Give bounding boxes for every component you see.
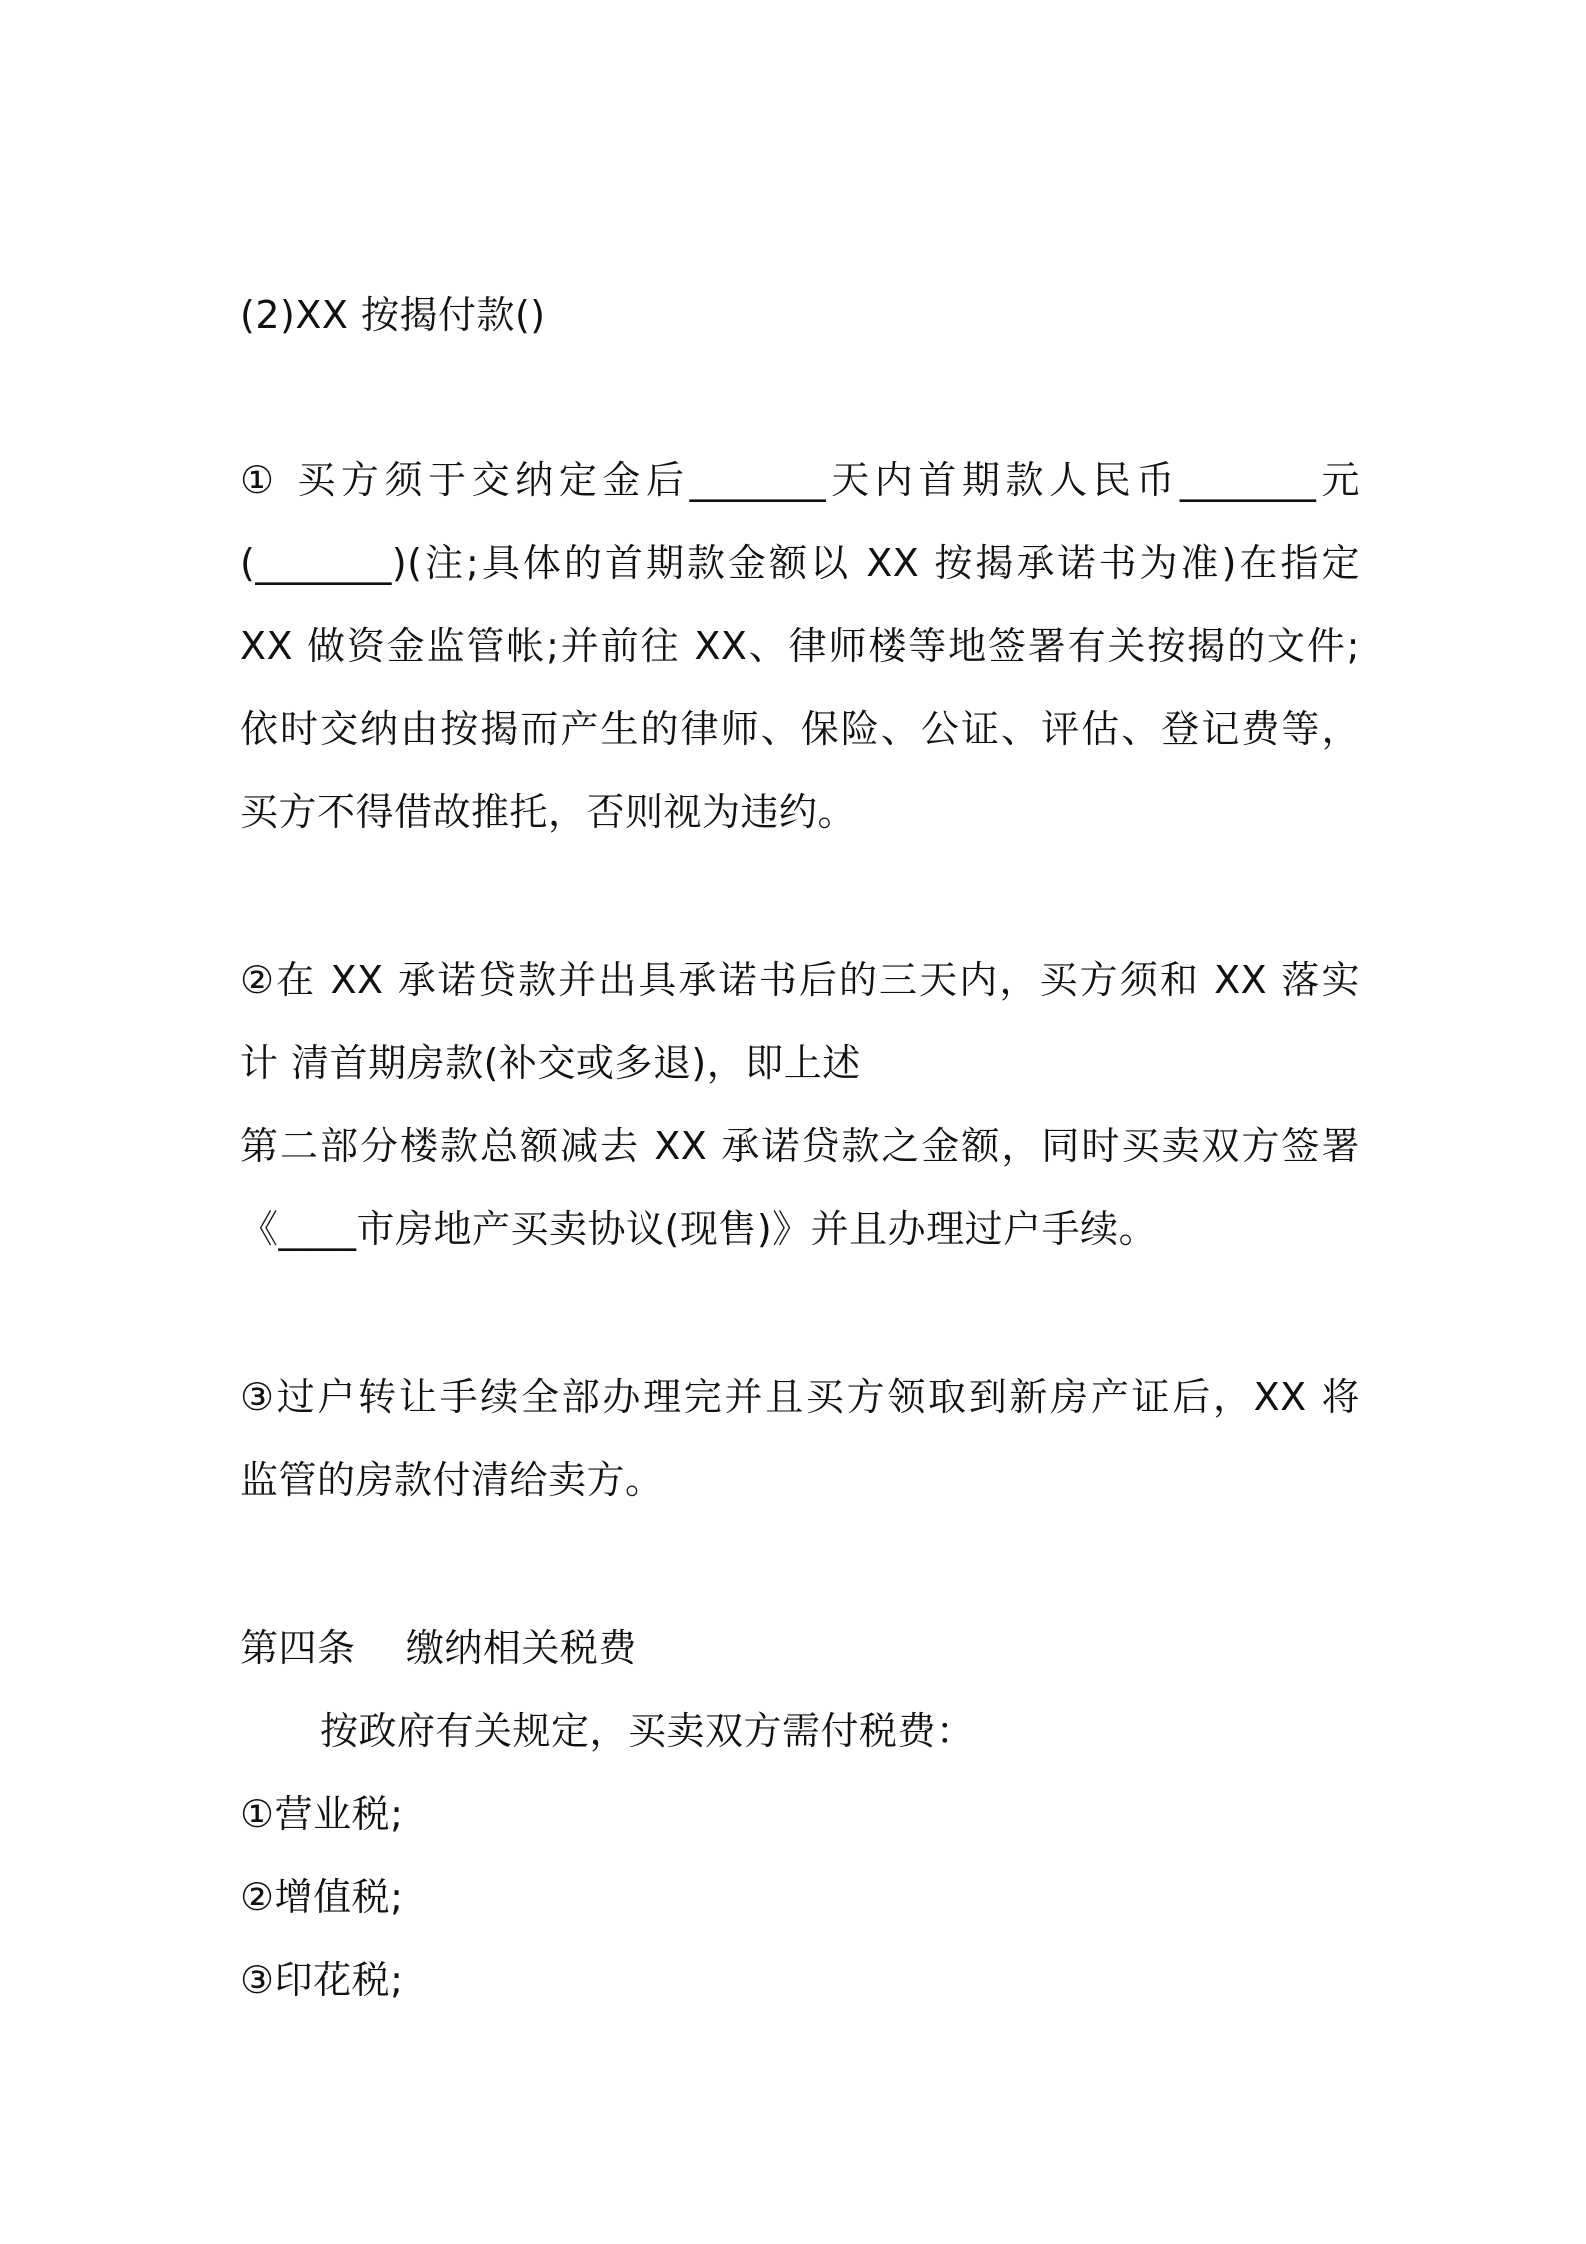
paragraph-line: ③过户转让手续全部办理完并且买方领取到新房产证后，XX 将 [240,1375,1360,1419]
paragraph-line: ① 买方须于交纳定金后_______天内首期款人民币_______元 [240,458,1360,502]
paragraph-line: XX 做资金监管帐;并前往 XX、律师楼等地签署有关按揭的文件; [240,624,1360,668]
paragraph-line: (_______)(注;具体的首期款金额以 XX 按揭承诺书为准)在指定 [240,541,1360,585]
tax-list-item: ①营业税; [240,1792,404,1836]
article-title: 第四条 缴纳相关税费 [240,1626,637,1670]
paragraph-line: 买方不得借故推托，否则视为违约。 [240,790,857,834]
paragraph-line: 监管的房款付清给卖方。 [240,1458,664,1502]
tax-list-item: ②增值税; [240,1875,404,1919]
paragraph-line: 《____市房地产买卖协议(现售)》并且办理过户手续。 [240,1207,1158,1251]
section-heading: (2)XX 按揭付款() [240,293,546,337]
paragraph-line: ②在 XX 承诺贷款并出具承诺书后的三天内，买方须和 XX 落实 [240,958,1360,1002]
paragraph-line: 第二部分楼款总额减去 XX 承诺贷款之金额，同时买卖双方签署 [240,1124,1360,1168]
paragraph-line: 计 清首期房款(补交或多退)，即上述 [240,1041,861,1085]
article-intro: 按政府有关规定，买卖双方需付税费： [320,1709,975,1753]
tax-list-item: ③印花税; [240,1958,404,2002]
paragraph-line: 依时交纳由按揭而产生的律师、保险、公证、评估、登记费等， [240,707,1360,751]
